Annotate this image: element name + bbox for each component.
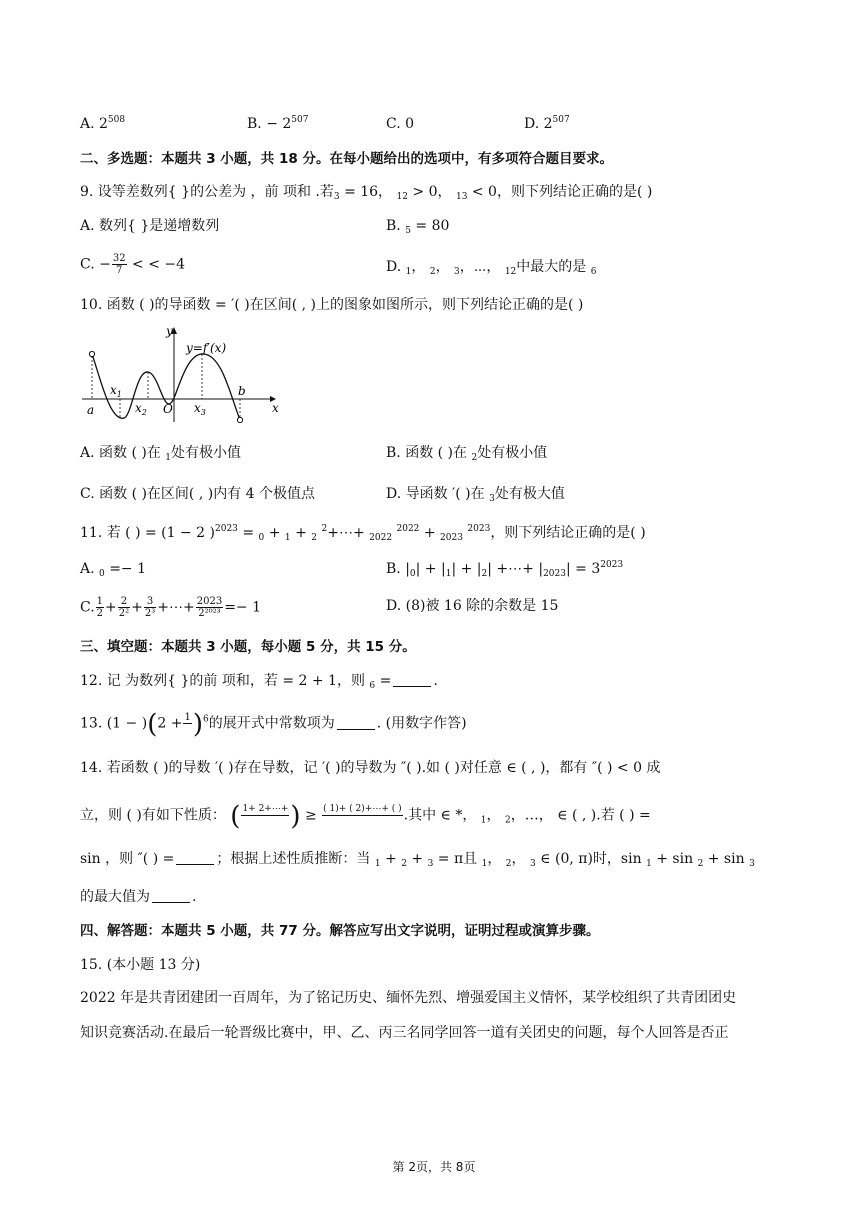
q12-text: 12. 记 为数列{ }的前 项和，若 = 2 + 1，则 $_6$ = . bbox=[80, 673, 438, 691]
q10-option-a: A. 函数 ( )在 $_1$处有极小值 bbox=[80, 445, 242, 463]
q14-line-1: 14. 若函数 ( )的导数 ′( )存在导数，记 ′( )的导数为 ″( ).如 ( )对任意 ∈ ( , )，都有 ″( ) < 0 成 bbox=[80, 760, 661, 776]
point-label-x2: $x_2$ bbox=[135, 401, 147, 417]
q11-option-d: D. (8)被 16 除的余数是 15 bbox=[386, 598, 559, 614]
q13-text: 13. (1 − )(2 + 1 )$^6$的展开式中常数项为 . (用数字作答) bbox=[80, 709, 467, 740]
section-heading-solutions: 四、解答题：本题共 5 小题，共 77 分。解答应写出文字说明，证明过程或演算步骤。 bbox=[80, 923, 600, 939]
y-axis-label: y bbox=[166, 324, 173, 338]
endpoint-open-b bbox=[237, 417, 242, 422]
point-label-a: a bbox=[87, 403, 95, 417]
answer-blank[interactable] bbox=[393, 672, 431, 687]
endpoint-open-a bbox=[89, 351, 94, 356]
q8-option-d: D. $2^{507}$ bbox=[524, 115, 570, 132]
q8-option-a: A. $2^{508}$ bbox=[80, 115, 126, 132]
q14-line-4: 的最大值为 . bbox=[80, 889, 197, 905]
q11-stem: 11. 若 ( ) = (1 − 2 )$^{2023}$ = $_0$ + $_1$ + $_2$ $^2$+⋯+ $_{2022}$ $^{2022}$ + $_{2023}$ $^{2023}$，则下列结论正确的是( ) bbox=[80, 524, 646, 543]
q9-option-b: B. $_5$ = 80 bbox=[386, 218, 450, 236]
q11-option-c: C. $\frac{1}{2}$ + $\frac{2}{\text{2²}}$ + $\frac{3}{\text{2³}}$ +⋯+ $\frac{2023}{\text{2²⁰²³}}$ =− 1 bbox=[80, 596, 262, 619]
q11-option-a: A. $_0$ =− 1 bbox=[80, 561, 147, 579]
point-label-b: b bbox=[238, 384, 246, 398]
q8-option-c: C. 0 bbox=[386, 116, 415, 132]
q15-heading: 15. (本小题 13 分) bbox=[80, 957, 201, 973]
point-label-x3: $x_3$ bbox=[194, 401, 206, 417]
point-label-x1: $x_1$ bbox=[110, 383, 122, 399]
q14-line-3: sin ，则 ″( ) = ；根据上述性质推断：当 $_1$ + $_2$ + $_3$ = π且 $_1$， $_2$， $_3$ ∈ (0, π)时，sin $_1$ + sin $_2$ + sin $_3$ bbox=[80, 851, 755, 869]
q11-option-b: B. $|_0| + |_1| + |_2|$ +⋯+ $|_{2023}| = 3^{2023}$ bbox=[386, 560, 624, 579]
section-heading-fill-blank: 三、填空题：本题共 3 小题，每小题 5 分，共 15 分。 bbox=[80, 639, 416, 655]
q10-option-c: C. 函数 ( )在区间( , )内有 4 个极值点 bbox=[80, 486, 316, 502]
q14-line-2: 立，则 ( )有如下性质： ( 1+ 2+⋯+ ) ≥ ( 1)+ ( 2)+⋯+ ( ) .其中 ∈ *， $_1$， $_2$，…， ∈ ( , ).若 ( ) = bbox=[80, 801, 651, 832]
answer-blank[interactable] bbox=[176, 850, 214, 865]
q8-option-b: B. − $2^{507}$ bbox=[247, 115, 309, 132]
derivative-graph-figure bbox=[80, 322, 280, 424]
q9-option-a: A. 数列{ }是递增数列 bbox=[80, 218, 220, 234]
origin-label: O bbox=[163, 402, 173, 416]
q10-option-b: B. 函数 ( )在 $_2$处有极小值 bbox=[386, 445, 548, 463]
q15-paragraph-line-1: 2022 年是共青团建团一百周年，为了铭记历史、缅怀先烈、增强爱国主义情怀，某学校组织了共青团团史 bbox=[80, 990, 737, 1006]
q15-paragraph-line-2: 知识竞赛活动.在最后一轮晋级比赛中，甲、乙、丙三名同学回答一道有关团史的问题，每个人回答是否正 bbox=[80, 1025, 729, 1041]
q9-option-d: D. $_1$， $_2$， $_3$，⋯， $_{12}$中最大的是 $_6$ bbox=[386, 259, 597, 277]
page-footer: 第 2页，共 8页 bbox=[392, 1160, 476, 1174]
x-axis-label: x bbox=[272, 401, 279, 415]
q10-option-d: D. 导函数 ′( )在 $_3$处有极大值 bbox=[386, 486, 565, 504]
section-heading-multi-choice: 二、多选题：本题共 3 小题，共 18 分。在每小题给出的选项中，有多项符合题目要求。 bbox=[80, 151, 613, 167]
q9-stem: 9. 设等差数列{ }的公差为 ，前 项和 .若$_3$ = 16， $_{12}$ > 0， $_{13}$ < 0，则下列结论正确的是( ) bbox=[80, 184, 653, 202]
answer-blank[interactable] bbox=[337, 715, 375, 730]
answer-blank[interactable] bbox=[152, 888, 190, 903]
fraction: $\frac{32}{7}$ bbox=[112, 253, 126, 276]
curve-label: y=f′(x) bbox=[186, 341, 227, 355]
q9-option-c: C. − $\frac{32}{7}$ < < −4 bbox=[80, 253, 186, 276]
q10-stem: 10. 函数 ( )的导函数 = ′( )在区间( , )上的图象如图所示，则下列结论正确的是( ) bbox=[80, 297, 584, 313]
